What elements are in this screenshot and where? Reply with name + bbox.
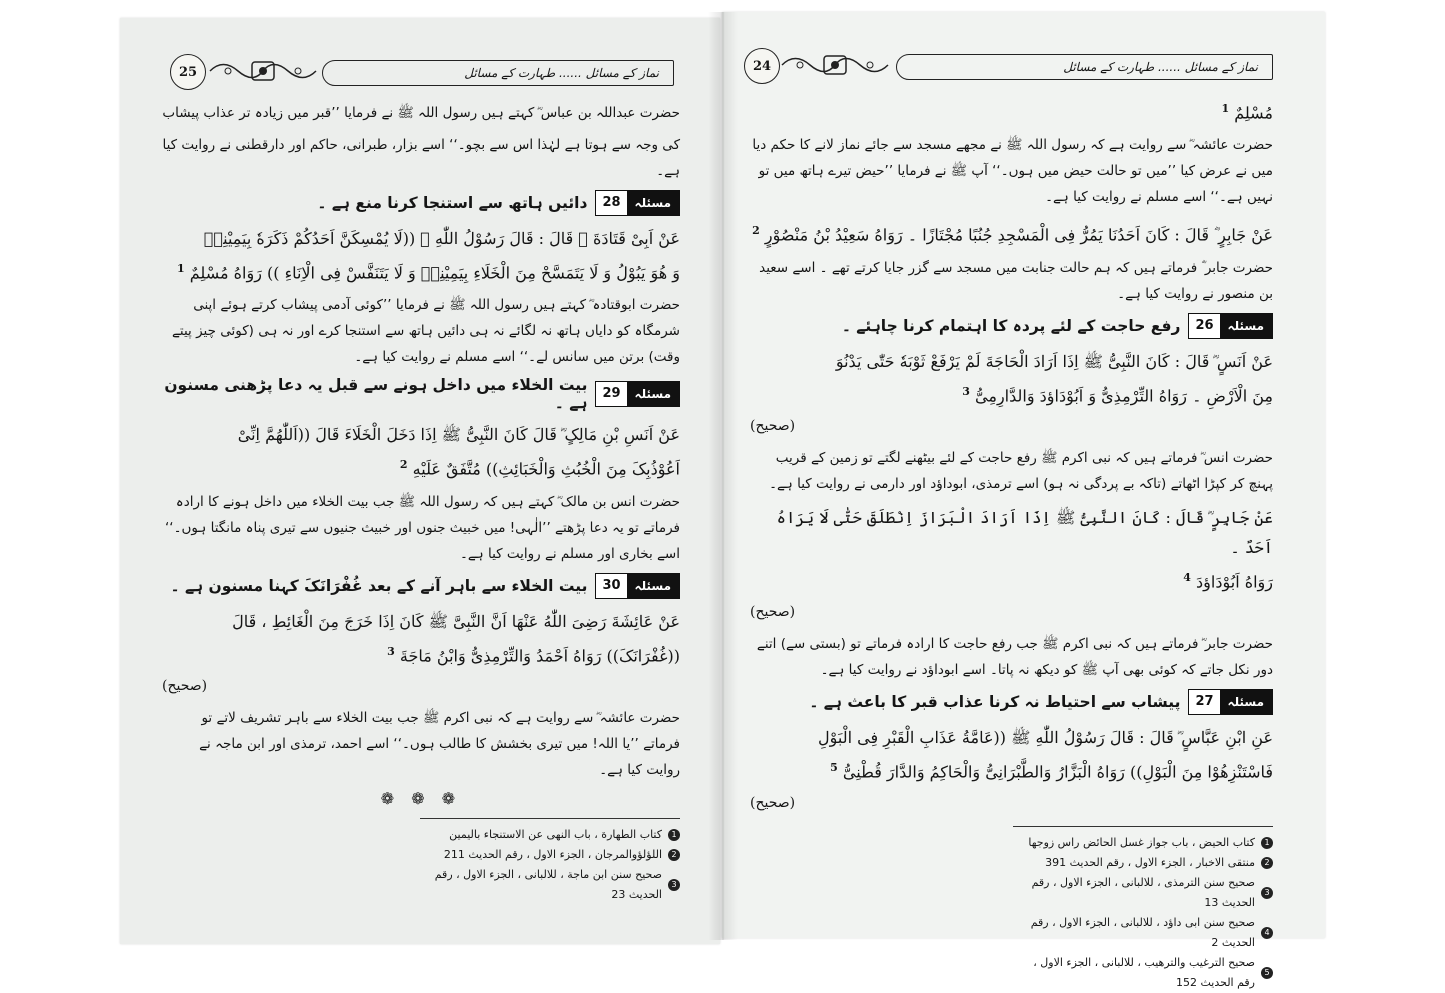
footnote-marker: 2 [1261, 857, 1273, 869]
footnote-text: کتاب الحیض ، باب جواز غسل الحائض راس زوجها [1028, 835, 1255, 849]
footnote-marker: 3 [1261, 887, 1273, 899]
translation-line: حضرت انس بن مالک ؓ کہتے ہیں کہ رسول اللہ ﷺ جب بیت الخلاء میں داخل ہونے کا [208, 493, 680, 510]
hadith-grade: (صحیح) [750, 794, 796, 811]
footnote [1013, 853, 1273, 873]
masala-number: 27 [1189, 690, 1219, 714]
left-page-header [162, 52, 680, 92]
footnote [420, 865, 680, 905]
footnote-marker: 4 [1261, 927, 1273, 939]
running-head: نماز کے مسائل ...... طہارت کے مسائل [896, 54, 1273, 80]
arabic-line: عَنْ عَائِشَةَ رَضِیَ اللّٰهُ عَنْهَا اَنَّ النَّبِیَّ ﷺ کَانَ اِذَا خَرَجَ مِنَ الْغَائِطِ ، قَالَ [232, 611, 680, 631]
footnote-text: صحیح سنن ابی داؤد ، للالبانی ، الجزء الاول ، رقم الحدیث 2 [1030, 915, 1255, 949]
translation [750, 445, 1273, 497]
hadith-grade: (صحیح) [162, 677, 208, 694]
reference-marker: 5 [830, 761, 838, 775]
masala-badge [595, 573, 680, 599]
masala-number: 30 [596, 574, 626, 598]
footnote [1013, 833, 1273, 853]
translation [162, 292, 680, 370]
ornament-icon [780, 50, 890, 80]
reference-marker: 1 [1221, 102, 1230, 115]
translation-line: حضرت جابر ؓ فرماتے ہیں کہ نبی اکرم ﷺ جب رفع حاجت کا ارادہ فرماتے تو (بستی سے) [780, 636, 1273, 653]
footnote-text: منتقی الاخبار ، الجزء الاول ، رقم الحدیث 391 [1045, 855, 1255, 869]
ornament-icon [208, 56, 318, 86]
arabic-line: عَنْ اَنَسٍ ؓ قَالَ : کَانَ النَّبِیُّ ﷺ اِذَا اَرَادَ الْحَاجَةَ لَمْ یَرْفَعْ ثَوْبَهٗ حَتّٰی یَدْنُوَ [835, 351, 1273, 371]
masala-title: دائیں ہاتھ سے استنجا کرنا منع ہے ۔ [317, 194, 588, 212]
left-page-content [162, 52, 680, 905]
reference-marker: 4 [1183, 570, 1191, 584]
arabic-line: ((غُفْرَانَکَ)) رَوَاهُ اَحْمَدُ وَالتِّرْمِذِیُّ وَابْنُ مَاجَةَ [399, 645, 680, 665]
arabic-text [750, 216, 1273, 250]
masala-number: 26 [1189, 314, 1219, 338]
masala-badge [1188, 313, 1273, 339]
hadith-grade: (صحیح) [750, 604, 796, 621]
arabic-line: عَنْ جَابِرٍ ؓ قَالَ : کَانَ اَحَدُنَا یَمُرُّ فِی الْمَسْجِدِ جُنُبًا مُجْتَازًا ۔ رَوَاهُ سَعِیْدُ بْنُ مَنْصُوْرٍ [764, 225, 1273, 245]
reference-marker: 2 [752, 224, 760, 238]
footnote [1013, 953, 1273, 993]
arabic-text [750, 347, 1273, 441]
arabic-line: مُسْلِمٌ [1234, 103, 1273, 123]
right-page-content [750, 46, 1273, 993]
masala-label: مسئلہ [627, 574, 679, 598]
translation-line: ہے۔‘‘ اسے مسلم نے روایت کیا ہے۔ [1045, 189, 1243, 206]
footnote-text: اللؤلؤوالمرجان ، الجزء الاول ، رقم الحدیث 211 [443, 847, 662, 861]
right-page [722, 12, 1325, 989]
arabic-line: عَنْ اَنَسِ بْنِ مَالِکٍ ؓ قَالَ کَانَ النَّبِیُّ ﷺ اِذَا دَخَلَ الْخَلَاءَ قَالَ ((اَللّٰهُمَّ اِنِّیْ [237, 425, 680, 445]
translation-line: حضرت ابوقتادہ ؓ کہتے ہیں رسول اللہ ﷺ نے فرمایا ’’کوئی آدمی پیشاب کرتے ہوئے اپنی [193, 297, 680, 314]
footnote [420, 825, 680, 845]
footnote-text: صحیح سنن الترمذی ، للالبانی ، الجزء الاول ، رقم الحدیث 13 [1031, 875, 1255, 909]
arabic-text [750, 94, 1273, 128]
reference-marker: 2 [399, 458, 408, 472]
arabic-line: وَ هُوَ یَبُوْلُ وَ لَا یَتَمَسَّحْ مِنَ الْخَلَاءِ بِیَمِیْنِهٖ وَ لَا یَتَنَفَّسْ فِی الْاِنَاءِ )) رَوَاهُ مُسْلِمٌ [189, 263, 680, 283]
masala-title: رفع حاجت کے لئے پردہ کا اہتمام کرنا چاہئے ۔ [841, 316, 1181, 335]
masala-heading [162, 376, 680, 412]
masala-label: مسئلہ [627, 382, 679, 406]
intro-line: حضرت عبداللہ بن عباس ؓ کہتے ہیں رسول اللہ ﷺ نے فرمایا ’’قبر میں زیادہ تر عذاب پیشاب [162, 105, 680, 121]
footnotes [1013, 826, 1273, 993]
masala-heading [162, 190, 680, 216]
masala-title: پیشاب سے احتیاط نہ کرنا عذاب قبر کا باعث ہے ۔ [809, 693, 1181, 712]
reference-marker: 1 [177, 262, 185, 275]
masala-label: مسئلہ [627, 191, 679, 215]
translation-line: حضرت جابر ؓ فرماتے ہیں کہ ہم حالت جنابت میں مسجد سے گزر جایا کرتے تھے ۔ اسے سعید [759, 259, 1273, 276]
page-number: 25 [170, 54, 206, 90]
masala-heading [162, 573, 680, 599]
translation [162, 705, 680, 783]
translation [750, 255, 1273, 307]
footnote-text: صحیح الترغیب والترهیب ، للالبانی ، الجزء الاول ، رقم الحدیث 152 [1033, 955, 1255, 989]
footnote-text: کتاب الطهارة ، باب النهی عن الاستنجاء بالیمین [449, 827, 662, 841]
arabic-line: اَعُوْذُبِکَ مِنَ الْخُبُثِ وَالْخَبَائِثِ)) مُتَّفَقٌ عَلَیْهِ [412, 459, 680, 479]
translation-line: حضرت انس ؓ فرماتے ہیں کہ نبی اکرم ﷺ رفع حاجت کے لئے بیٹھنے لگتے تو زمین کے قریب [775, 449, 1273, 466]
masala-heading [750, 689, 1273, 715]
translation [750, 132, 1273, 210]
translation-line: پہنچ کر کپڑا اٹھاتے (تاکہ بے پردگی نہ ہو) اسے ترمذی، ابوداؤد اور دارمی نے روایت کیا ہے۔ [769, 475, 1273, 492]
arabic-line: مِنَ الْاَرْضِ ۔ رَوَاهُ التِّرْمِذِیُّ وَ اَبُوْدَاؤدَ وَالدَّارِمِیُّ [975, 385, 1273, 405]
translation-line: بن منصور نے روایت کیا ہے۔ [1117, 285, 1273, 302]
open-book [120, 12, 1325, 989]
footnote-marker: 3 [668, 879, 680, 891]
translation [750, 631, 1273, 683]
arabic-line: عَنْ جَابِرٍ ؓ قَالَ : کَانَ النَّبِیُّ ﷺ اِذَا اَرَادَ الْبَرَازَ اِنْطَلَقَ حَتّٰی لَا یَرَاهُ اَحَدٌ ۔ [776, 507, 1273, 557]
section-separator: ❁ ❁ ❁ [380, 788, 462, 808]
footnote-marker: 2 [668, 849, 680, 861]
translation-line: ارادہ فرماتے تو یہ دعا پڑھتے ’’الٰہی! میں خبیث جنوں اور خبیث جنیوں سے تیری پناہ مانگتا ہوں۔‘‘ اسے [165, 493, 680, 562]
left-page [120, 18, 720, 944]
masala-badge [595, 190, 680, 216]
arabic-line: رَوَاهُ اَبُوْدَاؤدَ [1196, 572, 1273, 592]
arabic-text [750, 723, 1273, 817]
translation-line: بخاری اور مسلم نے روایت کیا ہے۔ [459, 545, 653, 562]
running-head: نماز کے مسائل ...... طہارت کے مسائل [322, 60, 674, 86]
masala-title: بیت الخلاء سے باہر آنے کے بعد غُفْرَانَکَ کہنا مسنون ہے ۔ [170, 576, 588, 595]
translation-line: میں نے عرض کیا ’’میں تو حالت حیض میں ہوں۔‘‘ آپ ﷺ نے فرمایا ’’حیض تیرے ہاتھ میں تو نہیں [758, 163, 1273, 206]
reference-marker: 3 [387, 644, 395, 658]
footnote [1013, 913, 1273, 953]
translation [162, 489, 680, 567]
arabic-text [162, 224, 680, 288]
masala-badge [1188, 689, 1273, 715]
masala-heading [750, 313, 1273, 339]
arabic-text [162, 420, 680, 484]
hadith-grade: (صحیح) [750, 417, 796, 434]
translation-line: شرمگاہ کو دایاں ہاتھ نہ لگائے نہ ہی دائیں ہاتھ سے استنجا کرے اور نہ ہی (کوئی چیز پیتے وقت) برتن میں [171, 323, 680, 366]
masala-label: مسئلہ [1220, 314, 1272, 338]
translation-line: سانس لے۔‘‘ اسے مسلم نے روایت کیا ہے۔ [354, 349, 589, 366]
footnote-marker: 1 [1261, 837, 1273, 849]
translation-line: حضرت عائشہ ؓ سے روایت ہے کہ نبی اکرم ﷺ جب بیت الخلاء سے باہر تشریف لاتے تو [201, 709, 680, 726]
footnote [420, 845, 680, 865]
footnote [1013, 873, 1273, 913]
arabic-line: عَنْ اَبِیْ قَتَادَةَ ؓ قَالَ : قَالَ رَسُوْلُ اللّٰهِ ﷺ ((لَا یُمْسِکَنَّ اَحَدُکُمْ ذَکَرَهٗ بِیَمِیْنِهٖ [203, 229, 680, 248]
translation-line: حضرت عائشہ ؓ سے روایت ہے کہ رسول اللہ ﷺ نے مجھے مسجد سے جائے نماز لانے کا حکم دیا [752, 137, 1273, 154]
masala-number: 29 [596, 382, 626, 406]
page-number: 24 [744, 48, 780, 84]
masala-label: مسئلہ [1220, 690, 1272, 714]
translation-line: اتنے دور نکل جاتے کہ کوئی بھی آپ ﷺ کو دیکھ نہ پاتا۔ اسے ابوداؤد نے روایت کیا ہے۔ [756, 636, 1273, 679]
arabic-text [162, 607, 680, 701]
footnote-text: صحیح سنن ابن ماجة ، للالبانی ، الجزء الاول ، رقم الحدیث 23 [434, 867, 662, 901]
masala-number: 28 [596, 191, 626, 215]
right-page-header [750, 46, 1273, 86]
arabic-line: فَاسْتَنْزِهُوْا مِنَ الْبَوْلِ)) رَوَاهُ الْبَزَّارُ وَالطَّبْرَانِیُّ وَالْحَاکِمُ وَالدَّارَ قُطْنِیُّ [842, 762, 1273, 782]
intro-line: کی وجہ سے ہوتا ہے لہٰذا اس سے بچو۔‘‘ اسے بزار، طبرانی، حاکم اور دارقطنی نے روایت کیا ہے۔ [162, 137, 680, 179]
footnotes [420, 818, 680, 905]
footnote-marker: 1 [668, 829, 680, 841]
reference-marker: 3 [962, 384, 970, 398]
arabic-text [750, 503, 1273, 627]
masala-badge [595, 381, 680, 407]
arabic-line: عَنِ ابْنِ عَبَّاسٍ ؓ قَالَ : قَالَ رَسُوْلُ اللّٰهِ ﷺ ((عَامَّةُ عَذَابِ الْقَبْرِ فِی الْبَوْلِ [818, 728, 1273, 748]
footnote-marker: 5 [1261, 967, 1273, 979]
translation-line: فرماتے ’’یا اللہ! میں تیری بخشش کا طالب ہوں۔‘‘ اسے احمد، ترمذی اور ابن ماجہ نے روایت کیا ہے۔ [199, 735, 680, 778]
masala-title: بیت الخلاء میں داخل ہونے سے قبل یہ دعا پڑھنی مسنون ہے ۔ [164, 376, 588, 413]
